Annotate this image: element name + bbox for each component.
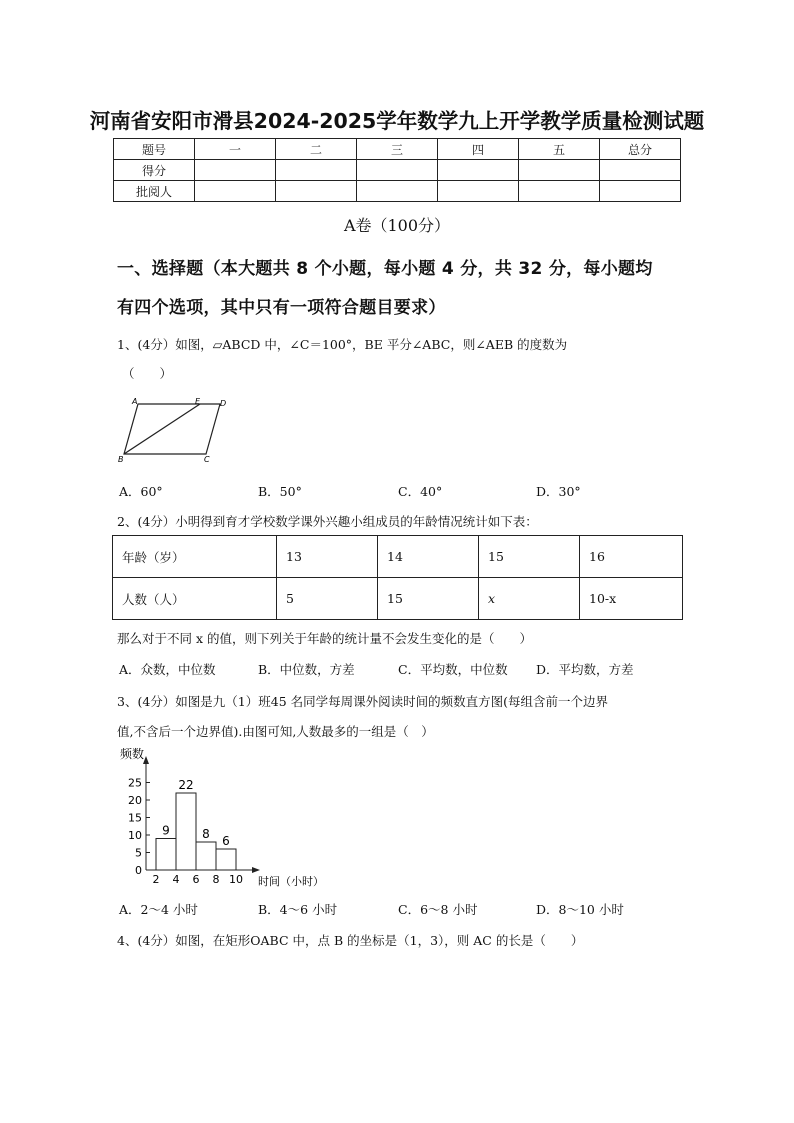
- x-axis-arrow: [252, 867, 260, 873]
- score-cell: [357, 181, 438, 202]
- score-header-cell: 一: [195, 139, 276, 160]
- q1-option-c[interactable]: C．40°: [398, 484, 443, 499]
- label-a: A: [132, 397, 138, 406]
- q2-option-a[interactable]: A．众数，中位数: [119, 662, 216, 677]
- q3-option-b[interactable]: B．4～6 小时: [258, 902, 338, 917]
- score-table: [113, 138, 681, 202]
- histogram-bar: [176, 793, 196, 870]
- score-cell: [195, 181, 276, 202]
- count-cell: 5: [277, 578, 378, 620]
- q2-option-c[interactable]: C．平均数，中位数: [398, 662, 508, 677]
- histogram-bar: [216, 849, 236, 870]
- q4-text: 4、(4分）如图，在矩形OABC 中，点 B 的坐标是（1，3），则 AC 的长是（ ）: [117, 933, 584, 948]
- score-cell: [357, 160, 438, 181]
- part1-heading-line1: 一、选择题（本大题共 8 个小题，每小题 4 分，共 32 分，每小题均: [117, 259, 653, 279]
- score-cell: [276, 160, 357, 181]
- score-row-label: 得分: [114, 160, 195, 181]
- label-b: B: [118, 455, 124, 464]
- score-cell: [600, 160, 681, 181]
- q1-option-b[interactable]: B．50°: [258, 484, 302, 499]
- y-tick-label: 25: [128, 776, 142, 790]
- q3-text-line1: 3、(4分）如图是九（1）班45 名同学每周课外阅读时间的频数直方图(每组含前一个边界: [117, 694, 608, 709]
- age-cell: 16: [580, 536, 683, 578]
- bar-value-label: 8: [202, 827, 210, 841]
- q2-option-d[interactable]: D．平均数，方差: [536, 662, 634, 677]
- bar-value-label: 22: [178, 778, 194, 792]
- q1-option-d[interactable]: D．30°: [536, 484, 581, 499]
- age-table-row: [113, 578, 683, 620]
- score-header-cell: 题号: [114, 139, 195, 160]
- score-header-cell: 五: [519, 139, 600, 160]
- section-a-heading: A卷（100分）: [343, 216, 451, 235]
- x-tick-label: 4: [172, 873, 180, 886]
- score-table-row: [114, 181, 681, 202]
- score-cell: [195, 160, 276, 181]
- histogram-bar: [196, 842, 216, 870]
- score-header-cell: 三: [357, 139, 438, 160]
- age-cell: 15: [479, 536, 580, 578]
- age-table: [112, 535, 683, 620]
- score-header-cell: 二: [276, 139, 357, 160]
- bar-value-label: 6: [222, 834, 230, 848]
- count-cell: 10-x: [580, 578, 683, 620]
- age-cell: 14: [378, 536, 479, 578]
- q3-option-c[interactable]: C．6～8 小时: [398, 902, 478, 917]
- q3-option-a[interactable]: A．2～4 小时: [119, 902, 198, 917]
- label-d: D: [220, 399, 227, 408]
- y-axis-label: 频数: [120, 747, 145, 761]
- score-header-cell: 四: [438, 139, 519, 160]
- q3-histogram: [112, 744, 352, 892]
- q1-answer-paren: （ ）: [122, 366, 173, 381]
- age-cell: 13: [277, 536, 378, 578]
- x-tick-label: 6: [192, 873, 200, 886]
- count-cell: x: [479, 578, 580, 620]
- parallelogram-abcd: [124, 404, 220, 454]
- y-tick-label: 10: [128, 829, 142, 842]
- q1-parallelogram-figure: [114, 394, 234, 466]
- score-cell: [519, 160, 600, 181]
- q2-text: 2、(4分）小明得到育才学校数学课外兴趣小组成员的年龄情况统计如下表：: [117, 514, 538, 529]
- y-tick-label: 5: [135, 846, 142, 860]
- q3-text-line2: 值,不含后一个边界值).由图可知,人数最多的一组是（ ）: [117, 724, 434, 739]
- q1-text: 1、(4分）如图，▱ABCD 中，∠C＝100°，BE 平分∠ABC，则∠AEB 的度数为: [117, 337, 568, 352]
- x-tick-label: 8: [212, 873, 220, 886]
- q3-option-d[interactable]: D．8～10 小时: [536, 902, 624, 917]
- y-tick-label: 0: [135, 864, 142, 877]
- label-c: C: [204, 455, 210, 464]
- x-tick-label: 2: [152, 873, 160, 886]
- score-cell: [438, 181, 519, 202]
- score-cell: [519, 181, 600, 202]
- page-title: 河南省安阳市滑县2024-2025学年数学九上开学教学质量检测试题: [89, 109, 705, 133]
- x-axis-label: 时间（小时）: [258, 875, 324, 888]
- score-row-label: 批阅人: [114, 181, 195, 202]
- count-cell: 人数（人）: [113, 578, 277, 620]
- score-cell: [438, 160, 519, 181]
- y-tick-label: 15: [128, 811, 142, 825]
- q2-follow-text: 那么对于不同 x 的值，则下列关于年龄的统计量不会发生变化的是（ ）: [117, 631, 532, 646]
- q1-option-a[interactable]: A．60°: [119, 484, 163, 499]
- histogram-bar: [156, 839, 176, 871]
- y-tick-label: 20: [128, 794, 142, 807]
- label-e: E: [195, 397, 201, 406]
- x-tick-label: 10: [229, 873, 243, 886]
- score-cell: [276, 181, 357, 202]
- score-header-cell: 总分: [600, 139, 681, 160]
- score-table-header-row: [114, 139, 681, 160]
- bar-value-label: 9: [162, 823, 170, 838]
- age-table-row: [113, 536, 683, 578]
- count-cell: 15: [378, 578, 479, 620]
- part1-heading-line2: 有四个选项，其中只有一项符合题目要求）: [117, 298, 446, 318]
- score-table-row: [114, 160, 681, 181]
- q2-option-b[interactable]: B．中位数，方差: [258, 662, 355, 677]
- score-cell: [600, 181, 681, 202]
- age-cell: 年龄（岁）: [113, 536, 277, 578]
